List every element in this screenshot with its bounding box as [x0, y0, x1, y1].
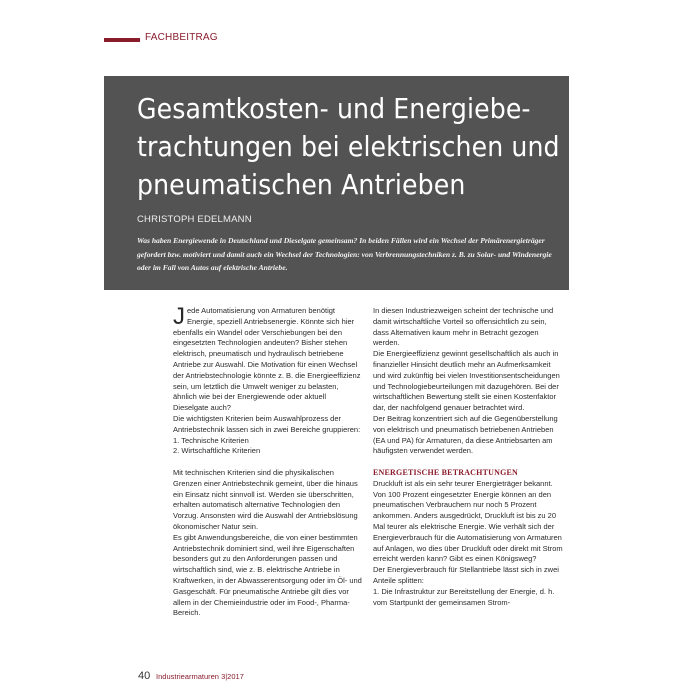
title-line: trachtungen bei elektrischen und [137, 130, 560, 163]
paragraph: Es gibt Anwendungsbereiche, die von einer bestimmten Antriebstechnik dominiert sind, weil ihre Eigenschaften besonders gut zu den Anforderungen passen und wirtschaftlich sind, wie z. B. elektrische Antriebe in Kraftwerken, in der Abwasserentsorgung oder im Öl- und Gasgeschäft. Für pneumatische Antriebe gilt dies vor allem in der Chemieindustrie oder im Food-, Pharma- Bereich. [173, 532, 362, 618]
paragraph: Der Energieverbrauch für Stellantriebe lässt sich in zwei Anteile splitten: [373, 565, 559, 585]
paragraph: Druckluft ist als ein sehr teurer Energieträger bekannt. Von 100 Prozent eingesetzter Energie können an den pneumatischen Verbrauchern nur noch 5 Prozent ankommen. Anders ausgedrückt, Druckluft ist bis zu 20 Mal teurer als elektrische Energie. Wie verhält sich der Energieverbrauch für die Automatisierung von Armaturen auf Anlagen, wo dies über Druckluft oder direkt mit Strom erreicht werden kann? Gibt es einen Königsweg? [373, 478, 563, 564]
body-column-right [373, 306, 563, 608]
author-name: CHRISTOPH EDELMANN [137, 214, 252, 225]
list-item: 1. Technische Kriterien [173, 435, 249, 445]
magazine-name: Industriearmaturen 3|2017 [156, 672, 244, 681]
section-subheading: ENERGETISCHE BETRACHTUNGEN [373, 467, 519, 477]
section-accent-bar [104, 38, 140, 42]
paragraph-text: ede Automatisierung von Armaturen benötigt Energie, speziell Antriebsenergie. Könnte sich hier ebenfalls ein Wandel oder Verschiebungen bei den eingesetzten Technologien andeuten? Bisher stehen elektrisch, pneumatisch und hydraulisch betriebene Antriebe zur Auswahl. Die Motivation für einen Wechsel der Antriebstechnologie könnte z. B. die Energieeffizienz sein, um letztlich die Umwelt weniger zu belasten, ähnlich wie bei der Energiewende oder aktuell Dieselgate auch? [173, 306, 361, 413]
paragraph: Die wichtigsten Kriterien beim Auswahlprozess der Antriebstechnik lassen sich in zwei Bereiche gruppieren: [173, 413, 361, 434]
section-label: FACHBEITRAG [145, 32, 218, 43]
lead-paragraph: Was haben Energiewende in Deutschland und Dieselgate gemeinsam? In beiden Fällen wird ein Wechsel der Primärenergieträger gefordert bzw. motiviert und damit auch ein Wechsel der Technologien: von Verbrennungstechniken z. B. zu Solar- und Windenergie oder im Fall von Autos auf elektrische Antriebe. [137, 236, 552, 272]
paragraph [173, 303, 363, 414]
paragraph: Mit technischen Kriterien sind die physikalischen Grenzen einer Antriebstechnik gemeint, über die hinaus ein Einsatz nicht sinnvoll ist. Werden sie überschritten, erhalten automatisch alternative Technologien den Vorzug. Ansonsten wird die Auswahl der Antriebslösung ökonomischer Natur sein. [173, 467, 358, 531]
paragraph: In diesen Industriezweigen scheint der technische und damit wirtschaftliche Vorteil so offensichtlich zu sein, dass Alternativen kaum mehr in Betracht gezogen werden. [373, 306, 554, 348]
article-header [104, 76, 569, 290]
paragraph: Die Energieeffizienz gewinnt gesellschaftlich als auch in finanzieller Hinsicht deutlich mehr an Aufmerksamkeit und wird zukünftig bei vielen Investitionsentscheidungen und Technologiebeurteilungen mit dazugehören. Bei der wirtschaftlichen Bewertung stellt sie einen Kostenfaktor dar, der nachfolgend genauer betrachtet wird. [373, 349, 560, 413]
title-line: pneumatischen Antrieben [137, 168, 466, 201]
list-item: 1. Die Infrastruktur zur Bereitstellung der Energie, d. h. vom Startpunkt der gemeinsamen Strom- [373, 586, 555, 607]
spacer [173, 457, 363, 468]
article-title [137, 90, 560, 204]
page-number: 40 [138, 670, 151, 682]
page-footer [138, 670, 244, 682]
body-column-left [173, 303, 363, 619]
paragraph: Der Beitrag konzentriert sich auf die Gegenüberstellung von elektrisch und pneumatisch betriebenen Antrieben (EA und PA) für Armaturen, da diese Antriebsarten am häufigsten verwendet werden. [373, 413, 558, 456]
drop-cap: J [173, 303, 185, 330]
title-line: Gesamtkosten- und Energiebe- [137, 92, 531, 125]
list-item: 2. Wirtschaftliche Kriterien [173, 446, 261, 456]
spacer [373, 457, 563, 468]
